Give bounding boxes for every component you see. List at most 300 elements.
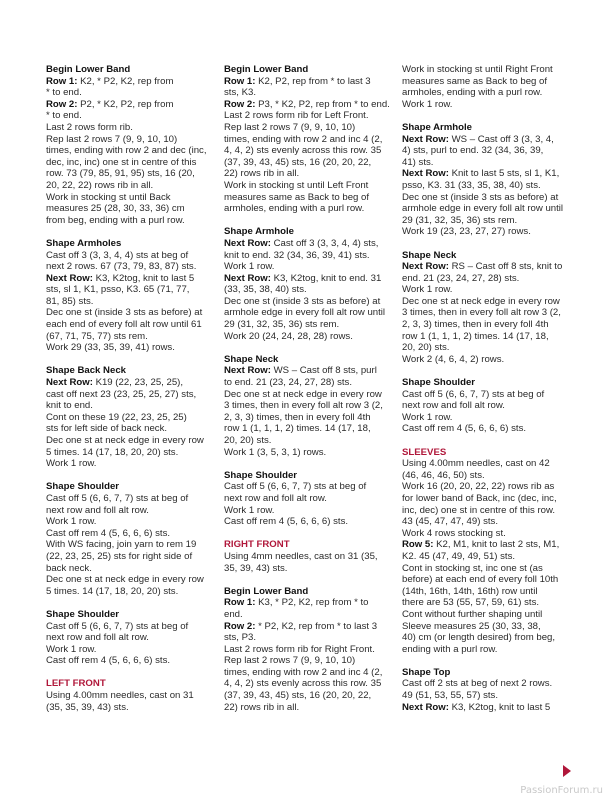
instruction-line — [46, 412, 214, 424]
row-label: Next Row: — [402, 261, 449, 273]
instruction-text: Work 29 (33, 35, 39, 41) rows. — [46, 342, 175, 354]
instruction-line — [402, 702, 570, 714]
section-heading: Shape Back Neck — [46, 365, 126, 377]
instruction-line — [46, 203, 214, 215]
instruction-text: * to end. — [46, 87, 82, 99]
section-heading: Shape Shoulder — [402, 377, 476, 389]
instruction-line — [46, 122, 214, 134]
instruction-line — [46, 621, 214, 633]
instruction-text: Cast off 2 sts at beg of next 2 rows. — [402, 678, 553, 690]
instruction-line — [224, 319, 390, 331]
instruction-line — [224, 168, 390, 180]
instruction-line — [224, 145, 390, 157]
instruction-line — [402, 586, 570, 598]
instruction-text: With WS facing, join yarn to rem 19 — [46, 539, 197, 551]
instruction-line — [402, 215, 570, 227]
instruction-text: row 1 (1, 1, 1, 2) times. 14 (17, 18, — [224, 423, 371, 435]
section-heading: Begin Lower Band — [224, 64, 309, 75]
instruction-text: 3 times, then in every foll alt row 3 (2, — [402, 307, 561, 319]
instruction-line — [46, 76, 214, 88]
row-label: Next Row: — [402, 168, 449, 180]
instruction-text: * to end. — [46, 110, 82, 122]
instruction-line — [224, 331, 390, 343]
instruction-line — [402, 539, 570, 551]
instruction-text: next row and foll alt row. — [224, 492, 327, 504]
instruction-line — [402, 470, 570, 482]
instruction-line — [224, 702, 390, 714]
instruction-text: Dec one st (inside 3 sts as before) at — [224, 295, 381, 307]
pattern-section — [224, 354, 390, 458]
pattern-section — [224, 586, 390, 714]
instruction-text: K2. 45 (47, 49, 49, 51) sts. — [402, 550, 516, 562]
instruction-text: (37, 39, 43, 45) sts, 16 (20, 20, 22, — [224, 156, 372, 168]
instruction-text: Dec one st at neck edge in every row — [402, 295, 560, 307]
instruction-text: K2, M1, knit to last 2 sts, M1, — [433, 539, 560, 551]
instruction-text: Work 1 row. — [402, 98, 453, 110]
instruction-text: Last 2 rows form rib for Right Front. — [224, 643, 375, 655]
instruction-text: back neck. — [46, 562, 92, 574]
instruction-text: row 1 (1, 1, 1, 2) times. 14 (17, 18, — [402, 330, 549, 342]
pattern-section — [402, 122, 570, 238]
instruction-line — [224, 389, 390, 401]
instruction-text: (35, 35, 39, 43) sts. — [46, 701, 129, 713]
instruction-text: next 2 rows. 67 (73, 79, 83, 87) sts. — [46, 261, 197, 273]
instruction-text: measures 25 (28, 30, 33, 36) cm — [46, 203, 185, 215]
instruction-line — [46, 192, 214, 204]
instruction-text: P2, * K2, P2, rep from — [77, 98, 174, 110]
instruction-text: 2, 3, 3) times, then in every foll 4th — [224, 411, 371, 423]
instruction-text: 5 times. 14 (17, 18, 20, 20) sts. — [46, 585, 179, 597]
instruction-line — [46, 400, 214, 412]
instruction-text: Dec one st at neck edge in every row — [46, 435, 204, 446]
column-3 — [402, 64, 570, 725]
instruction-line — [402, 354, 570, 366]
instruction-line — [46, 296, 214, 308]
instruction-text: Dec one st (inside 3 sts as before) at — [46, 307, 203, 319]
instruction-text: 22) rows rib in all. — [224, 701, 300, 713]
instruction-line — [224, 192, 390, 204]
instruction-line — [224, 678, 390, 690]
instruction-line — [46, 145, 214, 157]
instruction-line — [224, 493, 390, 505]
section-heading: Shape Top — [402, 666, 451, 678]
pattern-section — [224, 226, 390, 342]
instruction-line — [402, 528, 570, 540]
instruction-text: from beg, ending with a purl row. — [46, 214, 185, 226]
instruction-text: Rep last 2 rows 7 (9, 9, 10, 10) — [224, 121, 356, 133]
instruction-line — [224, 644, 390, 656]
instruction-text: times, ending with row 2 and dec (inc, — [46, 145, 207, 157]
instruction-line — [46, 215, 214, 227]
instruction-text: times, ending with row 2 and inc 4 (2, — [224, 666, 383, 678]
instruction-text: Cast off 5 (6, 6, 7, 7) sts at beg of — [46, 620, 189, 632]
instruction-text: 29 (31, 32, 35, 36) sts rem. — [402, 214, 518, 226]
instruction-text: P3, * K2, P2, rep from * to end. — [255, 98, 390, 110]
instruction-line — [46, 632, 214, 644]
instruction-line — [224, 412, 390, 424]
section-heading: Shape Neck — [224, 353, 279, 365]
instruction-text: sts, P3. — [224, 632, 256, 644]
instruction-text: knit to end. — [46, 400, 93, 412]
instruction-line — [224, 122, 390, 134]
instruction-text: Dec one st (inside 3 sts as before) at — [402, 191, 559, 203]
instruction-text: psso, K3. 31 (33, 35, 38, 40) sts. — [402, 179, 541, 191]
pattern-section — [402, 667, 570, 713]
instruction-line — [46, 423, 214, 435]
instruction-line — [46, 690, 214, 702]
instruction-line — [46, 250, 214, 262]
instruction-line — [46, 435, 214, 447]
instruction-text: Work in stocking st until Left Front — [224, 179, 369, 191]
instruction-line — [224, 110, 390, 122]
instruction-line — [224, 87, 390, 99]
instruction-text: Using 4.00mm needles, cast on 42 — [402, 458, 550, 470]
instruction-line — [224, 377, 390, 389]
instruction-text: 35, 39, 43) sts. — [224, 562, 288, 574]
row-label: Row 2: — [224, 620, 256, 632]
instruction-text: Last 2 rows form rib. — [46, 121, 133, 133]
section-heading: Begin Lower Band — [224, 585, 309, 597]
instruction-line — [46, 644, 214, 656]
row-label: Next Row: — [402, 133, 449, 145]
instruction-line — [402, 621, 570, 633]
instruction-text: 2, 3, 3) times, then in every foll 4th — [402, 319, 549, 331]
arrow-right-icon — [563, 765, 571, 777]
instruction-line — [224, 296, 390, 308]
instruction-text: Cast off rem 4 (5, 6, 6, 6) sts. — [224, 516, 349, 528]
instruction-line — [224, 621, 390, 633]
instruction-line — [402, 203, 570, 215]
instruction-line — [46, 586, 214, 598]
instruction-text: Work 1 row. — [46, 643, 97, 655]
instruction-text: Cast off 5 (6, 6, 7, 7) sts at beg of — [46, 492, 189, 504]
instruction-line — [402, 678, 570, 690]
section-heading: SLEEVES — [402, 446, 447, 458]
instruction-line — [402, 64, 570, 76]
section-heading: Shape Shoulder — [46, 481, 120, 493]
instruction-line — [224, 447, 390, 459]
instruction-line — [46, 134, 214, 146]
instruction-line — [46, 447, 214, 459]
instruction-line — [46, 563, 214, 575]
instruction-text: Using 4mm needles, cast on 31 (35, — [224, 550, 378, 562]
instruction-line — [224, 690, 390, 702]
instruction-text: cast off next 23 (23, 25, 25, 27) sts, — [46, 388, 197, 400]
instruction-text: Work 1 row. — [224, 504, 275, 516]
row-label: Next Row: — [224, 272, 271, 284]
instruction-text: Cont on these 19 (22, 23, 25, 25) — [46, 411, 187, 423]
instruction-text: Work in stocking st until Back — [46, 191, 171, 203]
row-label: Row 1: — [46, 75, 78, 87]
section-heading: Begin Lower Band — [46, 64, 131, 75]
instruction-line — [402, 331, 570, 343]
instruction-text: ending with a purl row. — [402, 643, 498, 655]
instruction-line — [224, 261, 390, 273]
instruction-line — [46, 261, 214, 273]
instruction-text: 20, 20) sts. — [402, 342, 450, 354]
instruction-line — [224, 632, 390, 644]
instruction-line — [46, 168, 214, 180]
instruction-line — [46, 307, 214, 319]
instruction-text: Work 19 (23, 23, 27, 27) rows. — [402, 226, 531, 238]
instruction-text: 43 (45, 47, 47, 49) sts. — [402, 516, 498, 528]
instruction-line — [402, 389, 570, 401]
instruction-text: armholes, ending with a purl row. — [402, 87, 543, 99]
instruction-text: Work 2 (4, 6, 4, 2) rows. — [402, 353, 505, 365]
instruction-line — [46, 528, 214, 540]
pattern-section — [402, 377, 570, 435]
instruction-text: armhole edge in every foll alt row until — [224, 307, 386, 319]
instruction-line — [46, 539, 214, 551]
pattern-section — [402, 250, 570, 366]
section-heading: Shape Armhole — [402, 121, 473, 133]
instruction-text: times, ending with row 2 and inc 4 (2, — [224, 133, 383, 145]
instruction-text: Rep last 2 rows 7 (9, 9, 10, 10) — [224, 655, 356, 667]
instruction-text: Work 16 (20, 20, 22, 22) rows rib as — [402, 481, 555, 493]
instruction-text: for lower band of Back, inc (dec, inc, — [402, 492, 557, 504]
instruction-text: Cast off rem 4 (5, 6, 6, 6) sts. — [402, 423, 527, 435]
instruction-text: next row and foll alt row. — [46, 504, 149, 516]
instruction-text: sts, sl 1, K1, psso, K3. 65 (71, 77, — [46, 284, 190, 296]
instruction-line — [402, 261, 570, 273]
instruction-line — [224, 365, 390, 377]
pattern-section — [46, 238, 214, 354]
instruction-text: * P2, K2, rep from * to last 3 — [255, 620, 378, 632]
pattern-section — [224, 470, 390, 528]
instruction-text: 22) rows rib in all. — [224, 168, 300, 180]
section-heading: Shape Armholes — [46, 237, 122, 249]
instruction-line — [402, 609, 570, 621]
instruction-text: Work 1 (3, 5, 3, 1) rows. — [224, 446, 327, 458]
instruction-text: next row and foll alt row. — [402, 400, 505, 412]
instruction-line — [402, 505, 570, 517]
section-heading: Shape Neck — [402, 249, 457, 261]
instruction-text: 4, 4, 2) sts evenly across this row. 35 — [224, 145, 382, 157]
instruction-text: 4, 4, 2) sts evenly across this row. 35 — [224, 678, 382, 690]
instruction-text: 20, 22, 22) rows rib in all. — [46, 179, 154, 191]
row-label: Next Row: — [224, 237, 271, 249]
instruction-line — [46, 493, 214, 505]
instruction-text: to end. 21 (23, 24, 27, 28) sts. — [224, 377, 352, 389]
instruction-line — [224, 609, 390, 621]
instruction-text: K3, K2tog, knit to end. 31 — [270, 272, 382, 284]
instruction-text: knit to end. 32 (34, 36, 39, 41) sts. — [224, 249, 370, 261]
pattern-section — [46, 365, 214, 469]
instruction-text: WS – Cast off 8 sts, purl — [270, 365, 377, 377]
instruction-line — [46, 458, 214, 470]
pattern-section — [224, 64, 390, 215]
row-label: Next Row: — [402, 701, 449, 713]
instruction-text: row. 73 (79, 85, 91, 95) sts, 16 (20, — [46, 168, 195, 180]
instruction-text: (14th, 16th, 14th, 16th) row until — [402, 585, 538, 597]
instruction-text: end. 21 (23, 24, 27, 28) sts. — [402, 272, 520, 284]
instruction-line — [402, 597, 570, 609]
instruction-line — [224, 238, 390, 250]
instruction-line — [402, 168, 570, 180]
instruction-text: K2, P2, rep from * to last 3 — [255, 75, 371, 87]
instruction-text: Sleeve measures 25 (30, 33, 38, — [402, 620, 541, 632]
instruction-text: sts, K3. — [224, 87, 256, 99]
instruction-line — [46, 655, 214, 667]
instruction-line — [46, 574, 214, 586]
instruction-line — [402, 99, 570, 111]
instruction-text: armholes, ending with a purl row. — [224, 203, 365, 215]
instruction-line — [224, 250, 390, 262]
instruction-line — [46, 516, 214, 528]
instruction-line — [46, 110, 214, 122]
instruction-line — [402, 226, 570, 238]
instruction-text: 41) sts. — [402, 156, 434, 168]
instruction-text: measures same as Back to beg of — [224, 191, 370, 203]
instruction-text: Using 4.00mm needles, cast on 31 — [46, 690, 194, 702]
instruction-line — [224, 203, 390, 215]
instruction-text: Work 1 row. — [402, 284, 453, 296]
instruction-line — [402, 157, 570, 169]
column-2 — [224, 64, 390, 725]
instruction-line — [46, 180, 214, 192]
instruction-text: sts for left side of back neck. — [46, 423, 168, 435]
row-label: Row 1: — [224, 75, 256, 87]
instruction-line — [402, 145, 570, 157]
instruction-line — [402, 412, 570, 424]
instruction-text: Dec one st at neck edge in every row — [46, 574, 204, 586]
instruction-text: Work 1 row. — [46, 458, 97, 470]
pattern-section — [224, 539, 390, 574]
instruction-text: (22, 23, 25, 25) sts for right side of — [46, 550, 193, 562]
instruction-text: K2, * P2, K2, rep from — [77, 75, 174, 87]
pattern-section — [402, 64, 570, 110]
instruction-line — [224, 551, 390, 563]
instruction-line — [402, 632, 570, 644]
instruction-line — [402, 493, 570, 505]
instruction-line — [402, 690, 570, 702]
section-heading: Shape Shoulder — [46, 608, 120, 620]
instruction-text: 40) cm (or length desired) from beg, — [402, 632, 556, 644]
instruction-text: Dec one st at neck edge in every row — [224, 388, 382, 400]
instruction-line — [46, 319, 214, 331]
instruction-text: each end of every foll alt row until 61 — [46, 319, 202, 331]
instruction-line — [402, 273, 570, 285]
instruction-line — [224, 516, 390, 528]
instruction-text: Work 4 rows stocking st. — [402, 527, 506, 539]
instruction-line — [224, 563, 390, 575]
instruction-line — [224, 505, 390, 517]
instruction-text: K3, K2tog, knit to last 5 — [448, 701, 551, 713]
instruction-text: 81, 85) sts. — [46, 295, 94, 307]
instruction-line — [46, 389, 214, 401]
instruction-line — [402, 400, 570, 412]
instruction-line — [402, 87, 570, 99]
instruction-line — [224, 597, 390, 609]
instruction-line — [224, 99, 390, 111]
instruction-text: Last 2 rows form rib for Left Front. — [224, 110, 369, 122]
instruction-text: inc, dec) one st in centre of this row. — [402, 504, 556, 516]
instruction-line — [402, 192, 570, 204]
instruction-text: armhole edge in every foll alt row until — [402, 203, 564, 215]
instruction-line — [46, 377, 214, 389]
instruction-line — [402, 644, 570, 656]
instruction-text: Work 20 (24, 24, 28, 28) rows. — [224, 330, 353, 342]
instruction-text: next row and foll alt row. — [46, 632, 149, 644]
row-label: Row 5: — [402, 539, 434, 551]
instruction-text: Cast off rem 4 (5, 6, 6, 6) sts. — [46, 655, 171, 667]
instruction-line — [46, 551, 214, 563]
instruction-text: 4) sts, purl to end. 32 (34, 36, 39, — [402, 145, 544, 157]
instruction-text: RS – Cast off 8 sts, knit to — [448, 261, 563, 273]
instruction-line — [46, 157, 214, 169]
instruction-line — [402, 423, 570, 435]
instruction-text: K19 (22, 23, 25, 25), — [92, 377, 184, 389]
watermark: PassionForum.ru — [520, 785, 603, 797]
instruction-text: Cont in stocking st, inc one st (as — [402, 562, 543, 574]
instruction-text: (37, 39, 43, 45) sts, 16 (20, 20, 22, — [224, 690, 372, 702]
instruction-line — [224, 655, 390, 667]
instruction-text: before) at each end of every foll 10th — [402, 574, 559, 586]
instruction-text: Work 1 row. — [224, 261, 275, 273]
instruction-text: Work 1 row. — [402, 411, 453, 423]
instruction-text: Rep last 2 rows 7 (9, 9, 10, 10) — [46, 133, 178, 145]
row-label: Row 2: — [224, 98, 256, 110]
instruction-line — [402, 180, 570, 192]
instruction-line — [224, 423, 390, 435]
instruction-line — [402, 307, 570, 319]
instruction-text: Cast off 3 (3, 3, 4, 4) sts at beg of — [46, 249, 189, 261]
instruction-line — [402, 458, 570, 470]
column-1 — [46, 64, 214, 725]
row-label: Next Row: — [224, 365, 271, 377]
instruction-line — [402, 342, 570, 354]
instruction-line — [46, 331, 214, 343]
instruction-text: Cast off rem 4 (5, 6, 6, 6) sts. — [46, 527, 171, 539]
instruction-text: end. — [224, 608, 243, 620]
row-label: Next Row: — [46, 377, 93, 389]
section-heading: LEFT FRONT — [46, 678, 106, 690]
instruction-text: Cast off 3 (3, 3, 4, 4) sts, — [270, 237, 379, 249]
instruction-text: Work in stocking st until Right Front — [402, 64, 553, 75]
instruction-line — [402, 574, 570, 586]
row-label: Row 2: — [46, 98, 78, 110]
instruction-line — [402, 284, 570, 296]
instruction-line — [224, 157, 390, 169]
instruction-text: Cast off 5 (6, 6, 7, 7) sts at beg of — [224, 481, 367, 493]
instruction-line — [224, 76, 390, 88]
instruction-line — [402, 134, 570, 146]
pattern-section — [46, 64, 214, 226]
instruction-line — [224, 273, 390, 285]
instruction-line — [224, 134, 390, 146]
instruction-text: (33, 35, 38, 40) sts. — [224, 284, 307, 296]
pattern-section — [46, 481, 214, 597]
instruction-text: 29 (31, 32, 35, 36) sts rem. — [224, 319, 340, 331]
instruction-line — [402, 551, 570, 563]
pattern-section — [46, 678, 214, 713]
instruction-line — [402, 76, 570, 88]
instruction-text: Cast off 5 (6, 6, 7, 7) sts at beg of — [402, 388, 545, 400]
instruction-text: Cont without further shaping until — [402, 608, 543, 620]
instruction-line — [46, 87, 214, 99]
instruction-line — [402, 296, 570, 308]
instruction-text: dec, inc, inc) one st in centre of this — [46, 156, 197, 168]
instruction-line — [46, 342, 214, 354]
instruction-text: Work 1 row. — [46, 516, 97, 528]
instruction-text: Knit to last 5 sts, sl 1, K1, — [448, 168, 560, 180]
instruction-line — [224, 435, 390, 447]
instruction-line — [224, 400, 390, 412]
instruction-line — [46, 505, 214, 517]
instruction-line — [224, 481, 390, 493]
section-heading: Shape Shoulder — [224, 469, 298, 481]
pattern-section — [46, 609, 214, 667]
